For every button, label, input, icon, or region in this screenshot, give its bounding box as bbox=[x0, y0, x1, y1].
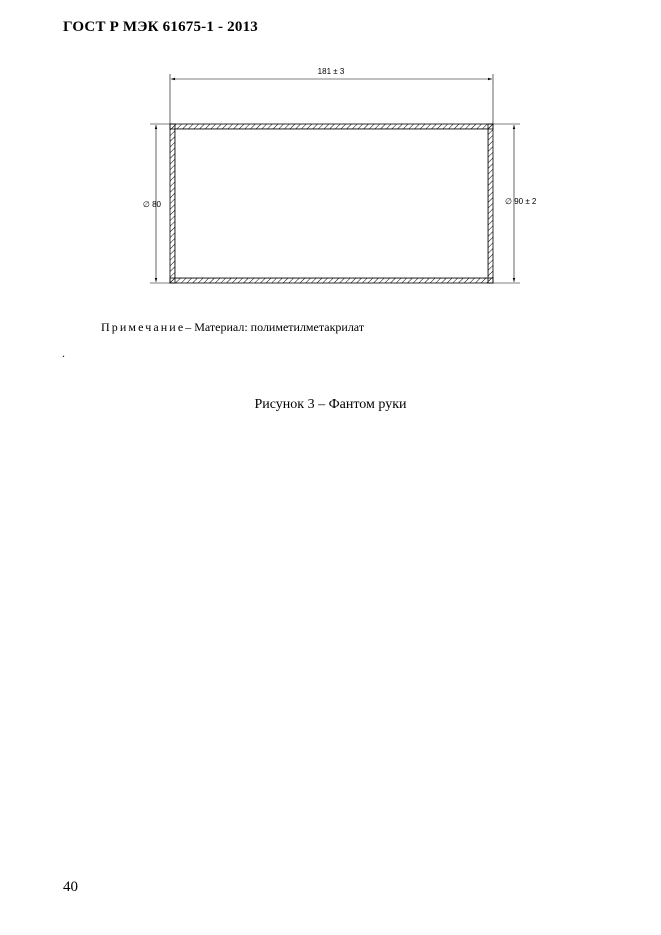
note-text: Материал: полиметилметакрилат bbox=[194, 320, 365, 334]
inner-diameter-label: ∅ 80 bbox=[142, 200, 161, 209]
document-header: ГОСТ Р МЭК 61675-1 - 2013 bbox=[63, 19, 258, 35]
width-dimension-label: 181 ± 3 bbox=[317, 67, 345, 76]
outer-diameter-label: ∅ 90 ± 2 bbox=[505, 197, 537, 206]
stray-dot: . bbox=[62, 346, 65, 360]
inner-diameter-dimension bbox=[143, 124, 170, 283]
outer-diameter-dimension bbox=[493, 124, 537, 283]
note-dash: – bbox=[185, 320, 192, 334]
hand-phantom-drawing bbox=[0, 0, 661, 300]
page-number: 40 bbox=[63, 879, 78, 895]
note-label: Примечание bbox=[101, 320, 186, 334]
phantom-section bbox=[170, 124, 493, 283]
figure-caption: Рисунок 3 – Фантом руки bbox=[254, 397, 407, 412]
width-dimension bbox=[170, 67, 493, 124]
figure-note bbox=[101, 320, 364, 335]
